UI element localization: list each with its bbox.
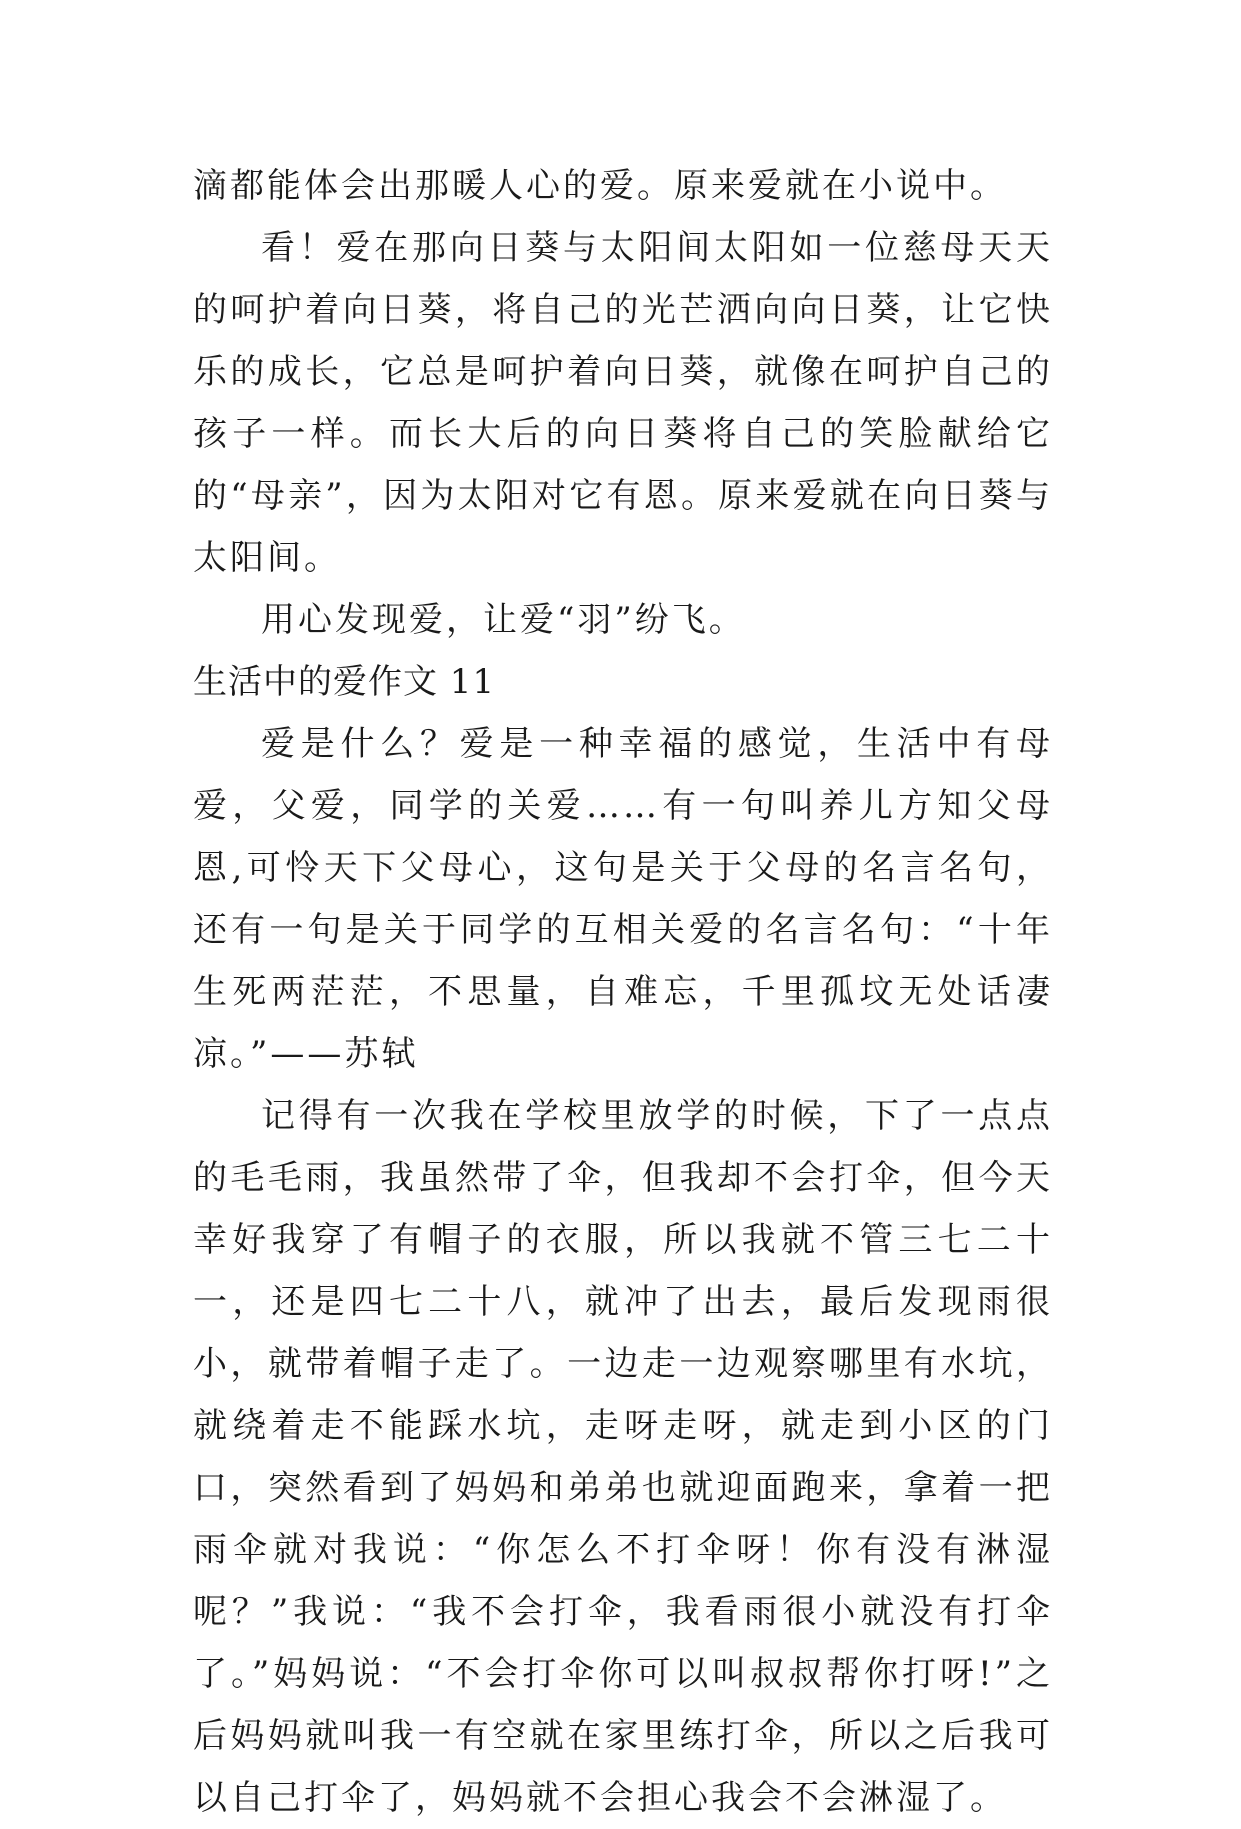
paragraph-closing: 用心发现爱，让爱“羽”纷飞。 — [261, 600, 746, 640]
paragraph-umbrella-story: 记得有一次我在学校里放学的时候，下了一点点的毛毛雨，我虽然带了伞，但我却不会打伞，但今天幸好我穿了有帽子的衣服，所以我就不管三七二十一，还是四七二十八，就冲了出去，最后发现雨很小，就带着帽子走了。一边走一边观察哪里有水坑，就绕着走不能踩水坑，走呀走呀，就走到小区的门口，突然看到了妈妈和弟弟也就迎面跑来，拿着一把雨伞就对我说：“你怎么不打伞呀！你有没有淋湿呢？”我说：“我不会打伞，我看雨很小就没有打伞了。”妈妈说：“不会打伞你可以叫叔叔帮你打呀!”之后妈妈就叫我一有空就在家里练打伞，所以之后我可以自己打伞了，妈妈就不会担心我会不会淋湿了。 — [193, 1096, 1053, 1818]
paragraph-what-is-love: 爱是什么？爱是一种幸福的感觉，生活中有母爱，父爱，同学的关爱……有一句叫养儿方知父母恩,可怜天下父母心，这句是关于父母的名言名句，还有一句是关于同学的互相关爱的名言名句：“十年生死两茫茫，不思量，自难忘，千里孤坟无处话凄凉。”——苏轼 — [193, 724, 1053, 1074]
paragraph-continuation: 滴都能体会出那暖人心的爱。原来爱就在小说中。 — [193, 166, 1007, 206]
section-heading: 生活中的爱作文 11 — [193, 662, 496, 702]
document-body — [193, 155, 1053, 1829]
paragraph-sunflower: 看！爱在那向日葵与太阳间太阳如一位慈母天天的呵护着向日葵，将自己的光芒洒向向日葵，让它快乐的成长，它总是呵护着向日葵，就像在呵护自己的孩子一样。而长大后的向日葵将自己的笑脸献给它的“母亲”，因为太阳对它有恩。原来爱就在向日葵与太阳间。 — [193, 228, 1053, 578]
